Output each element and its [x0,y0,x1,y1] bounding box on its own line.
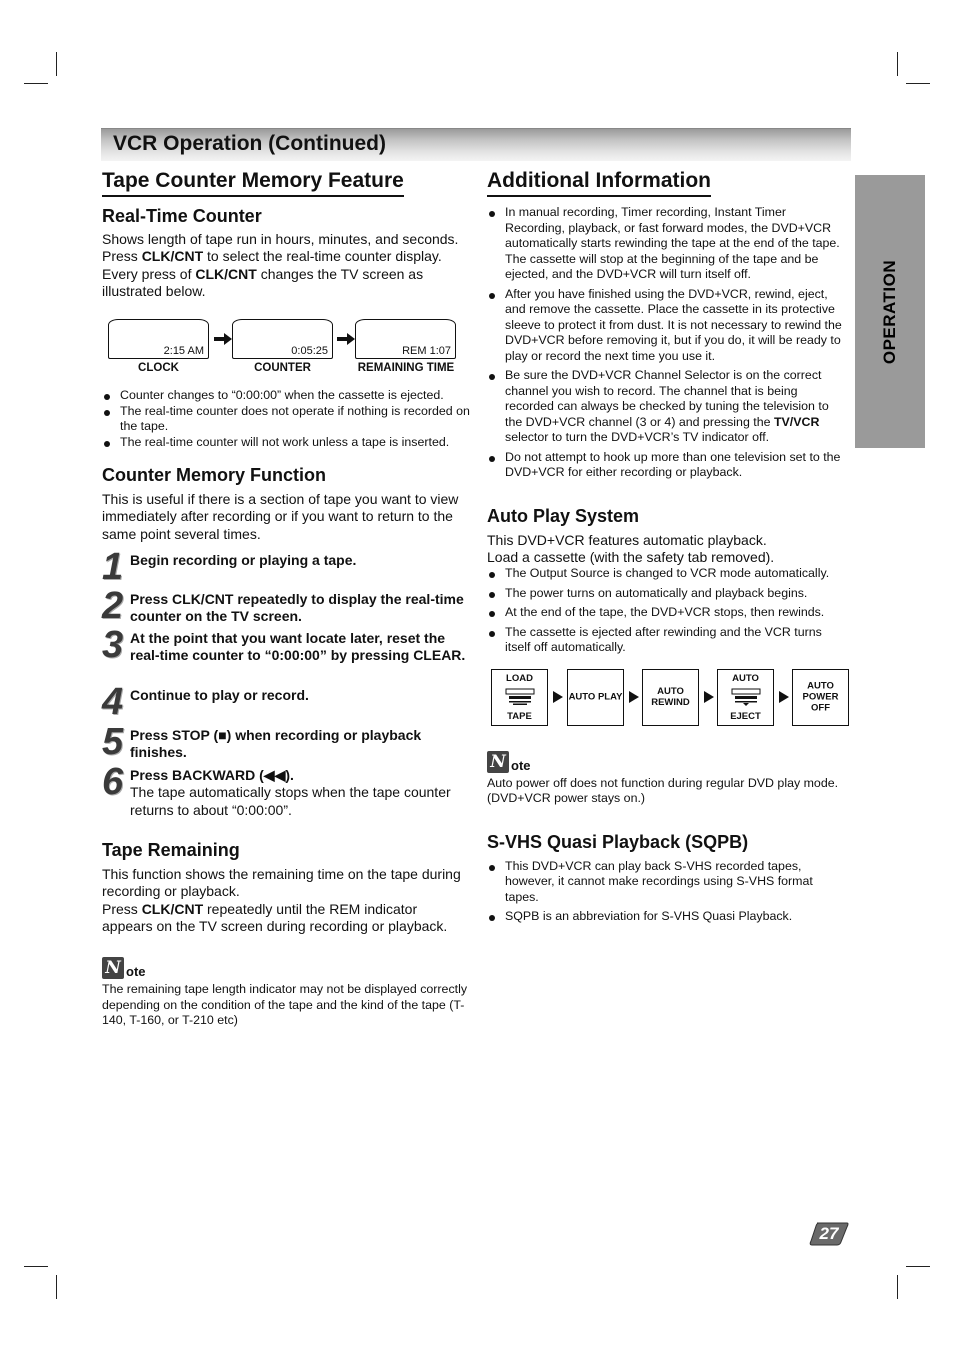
list-item: Do not attempt to hook up more than one television set to the DVD+VCR for either recording or playback. [487,450,849,481]
crop-mark [24,1266,48,1267]
page-number: 27 [809,1222,849,1246]
autoplay-paragraph-2: Load a cassette (with the safety tab removed). [487,548,775,565]
list-item: At the end of the tape, the DVD+VCR stops, then rewinds. [487,605,849,621]
right-column [487,168,849,925]
note-icon: N [102,957,124,979]
arrow-right-icon [553,691,563,703]
flow-step-auto-power-off: AUTO POWER OFF [792,669,849,726]
step-number: 1 [102,546,124,589]
list-item: The real-time counter does not operate if nothing is recorded on the tape. [102,404,470,435]
crop-mark [906,1266,930,1267]
note-header [102,957,470,979]
list-item: Counter changes to “0:00:00” when the cassette is ejected. [102,388,470,404]
cassette-insert-icon [505,688,535,706]
list-item: In manual recording, Timer recording, Instant Timer Recording, playback, or fast forward modes, the DVD+VCR automatically starts rewinding the tape at the end of the tape. The cassette will stop at the beginning of the tape and be ejected, and the DVD+VCR will turn itself off. [487,205,849,283]
subsection-title-realtime: Real-Time Counter [102,206,262,226]
realtime-paragraph-2: Every press of CLK/CNT changes the TV screen as illustrated below. [102,265,424,299]
section-side-tab [855,175,925,448]
arrow-right-icon [337,333,355,345]
key-clk-cnt: CLK/CNT [195,265,257,282]
subsection-title-memory: Counter Memory Function [102,465,326,486]
section-title-additional: Additional Information [487,168,711,197]
step-item: 5 Press STOP (■) when recording or playback finishes. [102,721,422,764]
list-item: The cassette is ejected after rewinding and the VCR turns itself off automatically. [487,625,849,656]
subsection-title-svhs: S-VHS Quasi Playback (SQPB) [487,831,749,852]
list-item: Be sure the DVD+VCR Channel Selector is on the correct channel you wish to record. The channel that is being recorded can always be checked by tuning the television to the DVD+VCR channel (3 or 4) and pressing the TV/VCR selector to turn the DVD+VCR’s TV indicator off. [487,368,849,446]
tv-screen-clock: 2:15 AM [108,319,209,359]
autoplay-bullet-list [487,566,849,656]
realtime-bullet-list [102,388,470,450]
section-title-tape-counter: Tape Counter Memory Feature [102,168,404,197]
subsection-title-autoplay: Auto Play System [487,505,640,526]
step-number: 4 [102,681,124,724]
list-item: The real-time counter will not work unless a tape is inserted. [102,435,470,451]
counter-display-diagram [102,319,470,379]
key-clk-cnt: CLK/CNT [141,248,204,265]
note-text: The remaining tape length indicator may not be displayed correctly depending on the condition of the tape and the kind of the tape (T-140, T-160, or T-210 etc) [102,982,468,1028]
page-title: VCR Operation (Continued) [113,132,386,155]
screen-label-clock: CLOCK [138,362,179,375]
step-number: 2 [102,585,124,628]
flow-step-auto-rewind: AUTO REWIND [642,669,699,726]
realtime-paragraph-1: Shows length of tape run in hours, minutes, and seconds. Press CLK/CNT to select the real-time counter display. [102,231,459,265]
step-item: 2 Press CLK/CNT repeatedly to display the real-time counter on the TV screen. [102,585,464,628]
crop-mark [24,83,48,84]
step-item: 1 Begin recording or playing a tape. [102,546,357,589]
step-number: 6 [102,761,124,804]
note-icon: N [487,751,509,773]
autoplay-paragraph-1: This DVD+VCR features automatic playback. [487,531,767,548]
arrow-right-icon [214,333,232,345]
svhs-bullet-list [487,859,849,925]
note-text: Auto power off does not function during regular DVD play mode. (DVD+VCR power stays on.) [487,775,839,806]
memory-intro: This is useful if there is a section of tape you want to view immediately after recording or if you want to return to the same point several times. [102,491,459,542]
crop-mark [897,1275,898,1299]
step-item: 4 Continue to play or record. [102,681,309,724]
step-number: 3 [102,624,124,667]
note-header [487,751,849,773]
flow-step-auto-eject: AUTO EJECT [717,669,774,726]
list-item: This DVD+VCR can play back S-VHS recorded tapes, however, it cannot make recordings using S-VHS format tapes. [487,859,849,906]
side-tab-label: OPERATION [880,259,899,364]
tv-screen-counter: 0:05:25 [232,319,333,359]
screen-label-counter: COUNTER [254,362,311,375]
list-item: The Output Source is changed to VCR mode automatically. [487,566,849,582]
flow-step-auto-play: AUTO PLAY [567,669,624,726]
list-item: SQPB is an abbreviation for S-VHS Quasi Playback. [487,909,849,925]
steps-list [102,546,470,821]
list-item: After you have finished using the DVD+VCR, rewind, eject, and remove the cassette. Place the cassette in its protective sleeve to protect it from dust. It is not necessary to rewind the DVD+VCR before removing it, but if you do, it will be ready to play or record the next time you use it. [487,287,849,365]
remaining-paragraph-1: This function shows the remaining time on the tape during recording or playback. [102,866,461,900]
step-number: 5 [102,721,124,764]
arrow-right-icon [704,691,714,703]
tv-screen-remaining: REM 1:07 [355,319,456,359]
crop-mark [56,52,57,76]
key-clk-cnt: CLK/CNT [141,900,204,917]
left-column [102,168,470,1029]
auto-play-flow-diagram [487,669,849,729]
note-label: ote [511,757,531,773]
key-tv-vcr: TV/VCR [773,414,820,429]
arrow-right-icon [779,691,789,703]
list-item: The power turns on automatically and playback begins. [487,586,849,602]
crop-mark [897,52,898,76]
arrow-right-icon [629,691,639,703]
note-label: ote [126,964,146,980]
header-banner [101,128,851,161]
flow-step-load-tape: LOAD TAPE [491,669,548,726]
additional-bullet-list [487,205,849,481]
crop-mark [906,83,930,84]
step-item: 3 At the point that you want locate later, reset the real-time counter to “0:00:00” by pressing CLEAR. [102,624,466,667]
cassette-eject-icon [731,688,761,706]
screen-label-remaining: REMAINING TIME [357,362,455,375]
crop-mark [56,1275,57,1299]
subsection-title-remaining: Tape Remaining [102,840,240,861]
remaining-paragraph-2: Press CLK/CNT repeatedly until the REM indicator appears on the TV screen during recording or playback. [102,900,448,934]
step-item: 6 Press BACKWARD (◀◀). The tape automatically stops when the tape counter returns to about “0:00:00”. [102,761,451,818]
